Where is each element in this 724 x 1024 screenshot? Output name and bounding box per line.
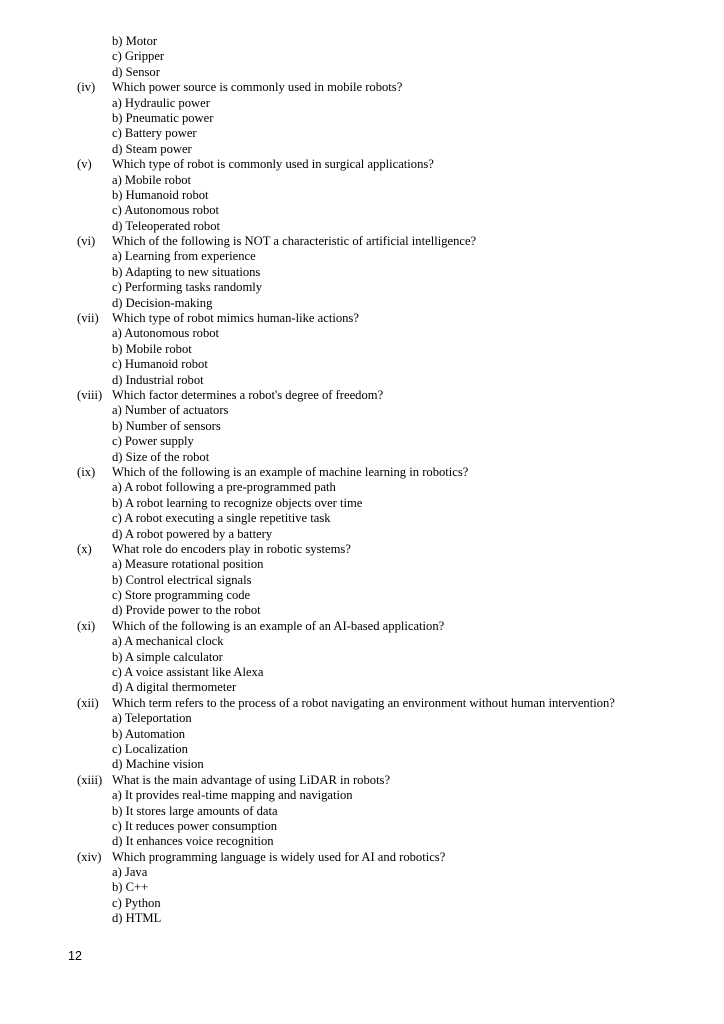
option-text: a) Autonomous robot [112, 326, 220, 341]
question-number: (vii) [77, 311, 99, 326]
option-text: d) Machine vision [112, 757, 204, 772]
question-text: Which programming language is widely used for AI and robotics? [112, 849, 446, 864]
option-line [0, 911, 724, 926]
question-text: Which of the following is an example of an AI-based application? [112, 618, 445, 633]
option-text: a) A mechanical clock [112, 634, 224, 649]
option-line [0, 342, 724, 357]
question-number: (xi) [77, 618, 96, 633]
option-line [0, 757, 724, 772]
option-line [0, 727, 724, 742]
question-line [0, 234, 724, 249]
option-line [0, 265, 724, 280]
option-line [0, 203, 724, 218]
option-text: c) Gripper [112, 49, 165, 64]
question-line [0, 619, 724, 634]
question-list [0, 34, 724, 927]
option-line [0, 650, 724, 665]
question-number: (v) [77, 157, 92, 172]
option-text: d) A robot powered by a battery [112, 526, 273, 541]
option-text: a) Java [112, 865, 148, 880]
option-line [0, 96, 724, 111]
option-line [0, 511, 724, 526]
option-text: b) Motor [112, 34, 158, 48]
option-line [0, 880, 724, 895]
page-number: 12 [68, 949, 82, 963]
question-line [0, 80, 724, 95]
question-line [0, 696, 724, 711]
option-text: b) Control electrical signals [112, 572, 252, 587]
question-line [0, 850, 724, 865]
question-line [0, 388, 724, 403]
option-line [0, 173, 724, 188]
option-text: c) Localization [112, 741, 188, 756]
question-text: Which of the following is NOT a characteristic of artificial intelligence? [112, 234, 477, 249]
option-line [0, 865, 724, 880]
option-text: d) Provide power to the robot [112, 603, 261, 618]
question-number: (viii) [77, 387, 103, 402]
question-number: (xiii) [77, 772, 103, 787]
option-text: c) Python [112, 895, 161, 910]
option-text: d) Teleoperated robot [112, 218, 220, 233]
option-text: c) Humanoid robot [112, 357, 208, 372]
option-text: a) Learning from experience [112, 249, 256, 264]
question-line [0, 311, 724, 326]
option-line [0, 804, 724, 819]
option-text: d) HTML [112, 911, 162, 926]
option-line [0, 711, 724, 726]
option-text: d) A digital thermometer [112, 680, 237, 695]
option-text: b) Mobile robot [112, 341, 192, 356]
option-line [0, 634, 724, 649]
option-text: c) Performing tasks randomly [112, 280, 263, 295]
option-line [0, 588, 724, 603]
option-line [0, 834, 724, 849]
option-line [0, 326, 724, 341]
option-line [0, 373, 724, 388]
option-text: b) It stores large amounts of data [112, 803, 278, 818]
option-text: a) Number of actuators [112, 403, 229, 418]
option-text: a) Hydraulic power [112, 95, 210, 110]
option-text: c) A robot executing a single repetitive task [112, 511, 331, 526]
option-text: d) Sensor [112, 64, 160, 79]
option-line [0, 142, 724, 157]
question-text: Which type of robot is commonly used in surgical applications? [112, 157, 434, 172]
option-line [0, 480, 724, 495]
option-text: d) Decision-making [112, 295, 213, 310]
option-text: b) A simple calculator [112, 649, 223, 664]
question-number: (iv) [77, 80, 96, 95]
question-number: (xii) [77, 695, 99, 710]
option-line [0, 819, 724, 834]
option-text: d) Steam power [112, 141, 192, 156]
option-text: b) A robot learning to recognize objects over time [112, 495, 363, 510]
option-line [0, 680, 724, 695]
question-line [0, 542, 724, 557]
question-number: (x) [77, 541, 92, 556]
option-line [0, 49, 724, 64]
option-line [0, 603, 724, 618]
option-line [0, 249, 724, 264]
question-line [0, 465, 724, 480]
option-line [0, 573, 724, 588]
option-text: a) Teleportation [112, 711, 192, 726]
question-text: What role do encoders play in robotic systems? [112, 541, 351, 556]
option-text: b) Automation [112, 726, 186, 741]
question-number: (xiv) [77, 849, 102, 864]
option-text: a) A robot following a pre-programmed path [112, 480, 336, 495]
option-line [0, 788, 724, 803]
option-text: c) It reduces power consumption [112, 818, 278, 833]
option-line [0, 296, 724, 311]
option-line [0, 188, 724, 203]
option-line [0, 896, 724, 911]
question-number: (ix) [77, 464, 96, 479]
question-line [0, 773, 724, 788]
option-text: d) Size of the robot [112, 449, 210, 464]
question-line [0, 157, 724, 172]
option-text: c) Battery power [112, 126, 197, 141]
option-line [0, 126, 724, 141]
option-line [0, 742, 724, 757]
option-line [0, 280, 724, 295]
option-line [0, 111, 724, 126]
option-line [0, 419, 724, 434]
option-line [0, 34, 724, 49]
option-text: a) It provides real-time mapping and navigation [112, 788, 353, 803]
question-text: Which type of robot mimics human-like actions? [112, 311, 359, 326]
option-line [0, 403, 724, 418]
option-line [0, 65, 724, 80]
option-line [0, 527, 724, 542]
option-line [0, 357, 724, 372]
option-text: b) Humanoid robot [112, 187, 209, 202]
question-number: (vi) [77, 234, 96, 249]
question-text: Which factor determines a robot's degree of freedom? [112, 387, 384, 402]
option-text: c) Autonomous robot [112, 203, 220, 218]
question-text: Which of the following is an example of machine learning in robotics? [112, 464, 469, 479]
option-text: b) C++ [112, 880, 149, 895]
option-line [0, 434, 724, 449]
option-line [0, 450, 724, 465]
option-line [0, 219, 724, 234]
question-text: What is the main advantage of using LiDAR in robots? [112, 772, 391, 787]
option-text: b) Adapting to new situations [112, 264, 261, 279]
option-text: c) A voice assistant like Alexa [112, 665, 264, 680]
question-text: Which term refers to the process of a robot navigating an environment without human intervention? [112, 695, 615, 710]
option-text: a) Measure rotational position [112, 557, 264, 572]
option-text: b) Number of sensors [112, 418, 221, 433]
option-line [0, 665, 724, 680]
option-text: d) Industrial robot [112, 372, 204, 387]
option-text: a) Mobile robot [112, 172, 192, 187]
question-text: Which power source is commonly used in mobile robots? [112, 80, 403, 95]
option-line [0, 557, 724, 572]
option-text: b) Pneumatic power [112, 110, 214, 125]
option-line [0, 496, 724, 511]
option-text: d) It enhances voice recognition [112, 834, 274, 849]
option-text: c) Store programming code [112, 588, 251, 603]
option-text: c) Power supply [112, 434, 194, 449]
